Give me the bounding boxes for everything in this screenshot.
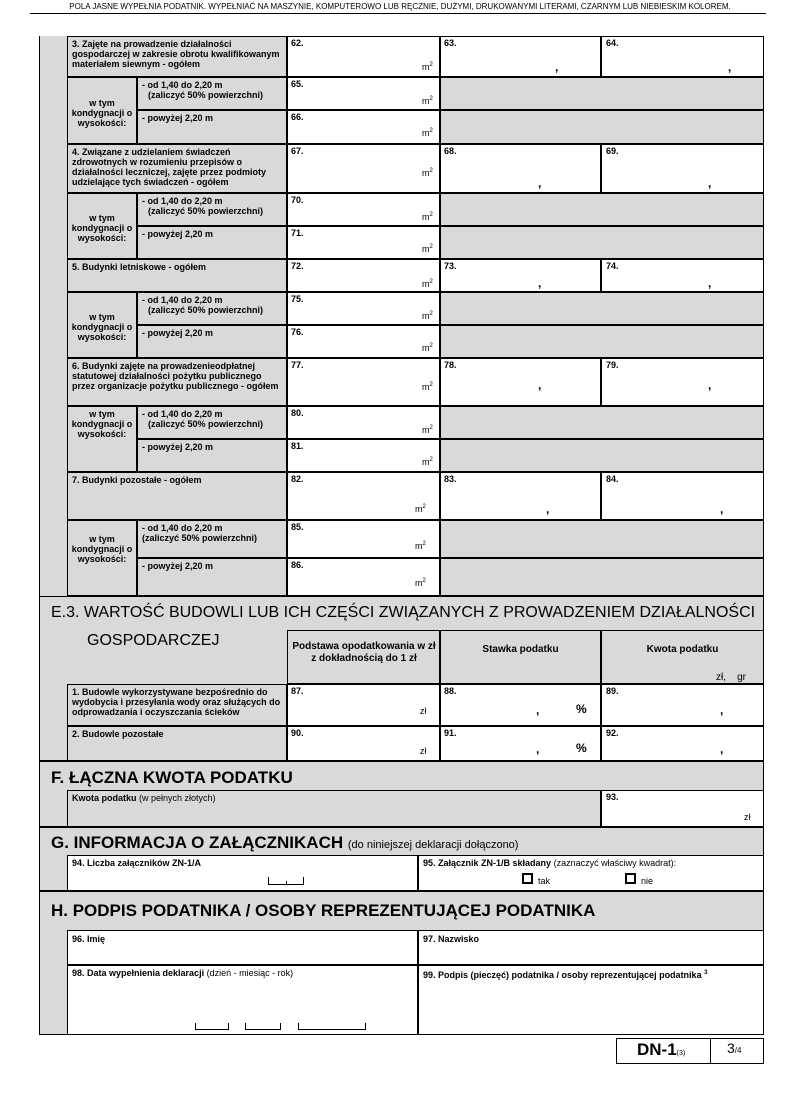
row6-range-a: - od 1,40 do 2,20 m (zaliczyć 50% powierzchni) — [142, 409, 264, 429]
field-64[interactable] — [601, 36, 764, 77]
date-year-boxes — [298, 1023, 366, 1030]
unit-86: $m^2$ — [415, 578, 426, 588]
field-99-label: 99. Podpis (pieczęć) podatnika / osoby reprezentującej podatnika $^3$ — [423, 970, 708, 980]
row4-range-b: - powyżej 2,20 m — [142, 229, 214, 239]
unit-70: $m^2$ — [422, 212, 433, 222]
unit-87: zł — [420, 706, 427, 716]
row6-wtym: w tym kondygnacji o wysokości: — [71, 409, 133, 439]
row4-label: 4. Związane z udzielaniem świadczeń zdrowotnych w rozumieniu przepisów o działalności leczniczej, zajęte przez podmioty udzielające tych świadczeń - ogółem — [72, 147, 267, 187]
row7-wtym: w tym kondygnacji o wysokości: — [71, 534, 133, 564]
blank-70b — [440, 193, 764, 226]
field-93[interactable] — [601, 790, 764, 827]
num-62: 62. — [291, 38, 304, 48]
field-77[interactable] — [287, 358, 440, 406]
unit-66: $m^2$ — [422, 128, 433, 138]
e3-col2-head — [440, 630, 601, 684]
checkbox-tak[interactable] — [522, 873, 533, 884]
g-title: G. INFORMACJA O ZAŁĄCZNIKACH (do niniejszej deklaracji dołączono) — [51, 833, 519, 852]
row7-label: 7. Budynki pozostałe - ogółem — [72, 475, 202, 485]
blank-66b — [440, 110, 764, 144]
num-73: 73. — [444, 261, 457, 271]
row7-range-b: - powyżej 2,20 m — [142, 561, 214, 571]
blank-85b — [440, 520, 764, 558]
field-84[interactable] — [601, 472, 764, 520]
field-62[interactable] — [287, 36, 440, 77]
num-83: 83. — [444, 474, 457, 484]
unit-90: zł — [420, 746, 427, 756]
row7-range-a: - od 1,40 do 2,20 m (zaliczyć 50% powierzchni) — [142, 523, 258, 543]
row5-range-a: - od 1,40 do 2,20 m (zaliczyć 50% powierzchni) — [142, 295, 264, 315]
e3-row1-label: 1. Budowle wykorzystywane bezpośrednio do wydobycia i przesyłania wody oraz służących do odprowadzania i oczyszczania ścieków — [72, 687, 281, 717]
num-91: 91. — [444, 728, 457, 738]
row3-range-a: - od 1,40 do 2,20 m (zaliczyć 50% powierzchni) — [142, 80, 264, 100]
row4-range-a: - od 1,40 do 2,20 m (zaliczyć 50% powierzchni) — [142, 196, 264, 216]
e3-title-1: E.3. WARTOŚĆ BUDOWLI LUB ICH CZĘŚCI ZWIĄZANYCH Z PROWADZENIEM DZIAŁALNOŚCI — [51, 604, 756, 621]
comma-84: , — [720, 502, 724, 516]
field-67[interactable] — [287, 144, 440, 193]
field-96-label: 96. Imię — [72, 934, 106, 944]
num-69: 69. — [606, 146, 619, 156]
field-94-label: 94. Liczba załączników ZN-1/A — [72, 858, 202, 868]
field-63[interactable] — [440, 36, 601, 77]
comma-69: , — [708, 176, 712, 190]
row5-label: 5. Budynki letniskowe - ogółem — [72, 262, 207, 272]
unit-67: $m^2$ — [422, 168, 433, 178]
num-76: 76. — [291, 327, 304, 337]
row6-range-b: - powyżej 2,20 m — [142, 442, 214, 452]
comma-79: , — [708, 378, 712, 392]
num-87: 87. — [291, 686, 304, 696]
f-title: F. ŁĄCZNA KWOTA PODATKU — [51, 768, 293, 787]
blank-76b — [440, 325, 764, 358]
date-month-boxes — [245, 1023, 281, 1030]
num-77: 77. — [291, 360, 304, 370]
field-94-box-divider — [286, 881, 287, 885]
form-code: DN-1(3) — [637, 1040, 686, 1059]
comma-92: , — [720, 742, 724, 756]
num-74: 74. — [606, 261, 619, 271]
field-68[interactable] — [440, 144, 601, 193]
num-72: 72. — [291, 261, 304, 271]
blank-71b — [440, 226, 764, 259]
num-89: 89. — [606, 686, 619, 696]
row3-label: 3. Zajęte na prowadzenie działalności gospodarczej w zakresie obrotu kwalifikowanym materiałem siewnym - ogółem — [72, 39, 280, 69]
num-64: 64. — [606, 38, 619, 48]
f-label: Kwota podatku (w pełnych złotych) — [72, 793, 216, 803]
num-86: 86. — [291, 560, 304, 570]
e3-title-2: GOSPODARCZEJ — [87, 632, 220, 649]
num-81: 81. — [291, 441, 304, 451]
comma-73: , — [538, 276, 542, 290]
comma-83: , — [546, 502, 550, 516]
top-note: POLA JASNE WYPEŁNIA PODATNIK. WYPEŁNIAĆ NA MASZYNIE, KOMPUTEROWO LUB RĘCZNIE, DUŻYMI, DRUKOWANYMI LITERAMI, CZARNYM LUB NIEBIESKIM KOLOREM. — [69, 2, 731, 11]
unit-71: $m^2$ — [422, 244, 433, 254]
field-69[interactable] — [601, 144, 764, 193]
row4-wtym: w tym kondygnacji o wysokości: — [71, 213, 133, 243]
num-93: 93. — [606, 792, 619, 802]
num-80: 80. — [291, 408, 304, 418]
num-67: 67. — [291, 146, 304, 156]
field-72[interactable] — [287, 259, 440, 292]
row5-wtym: w tym kondygnacji o wysokości: — [71, 312, 133, 342]
field-89[interactable] — [601, 684, 764, 726]
num-66: 66. — [291, 112, 304, 122]
checkbox-nie-label: nie — [641, 876, 654, 886]
field-83[interactable] — [440, 472, 601, 520]
comma-74: , — [708, 276, 712, 290]
unit-76: $m^2$ — [422, 343, 433, 353]
top-rule — [30, 13, 766, 14]
num-85: 85. — [291, 522, 304, 532]
blank-80b — [440, 406, 764, 439]
pct-88: % — [576, 702, 587, 716]
unit-65: $m^2$ — [422, 96, 433, 106]
num-79: 79. — [606, 360, 619, 370]
num-84: 84. — [606, 474, 619, 484]
num-65: 65. — [291, 79, 304, 89]
unit-77: $m^2$ — [422, 382, 433, 392]
unit-93: zł — [744, 812, 751, 822]
date-day-boxes — [195, 1023, 229, 1030]
num-70: 70. — [291, 195, 304, 205]
field-66[interactable] — [287, 110, 440, 144]
e3-row2-label: 2. Budowle pozostałe — [72, 729, 164, 739]
comma-63: , — [555, 60, 559, 74]
row3-range-b: - powyżej 2,20 m — [142, 113, 214, 123]
unit-82: $m^2$ — [415, 504, 426, 514]
unit-85: $m^2$ — [415, 541, 426, 551]
blank-65b — [440, 77, 764, 110]
comma-64: , — [728, 60, 732, 74]
field-65[interactable] — [287, 77, 440, 110]
e3-col1-label: Podstawa opodatkowania w zł z dokładnością do 1 zł — [292, 641, 436, 664]
field-71[interactable] — [287, 226, 440, 259]
field-78[interactable] — [440, 358, 601, 406]
page-number: 3/4 — [727, 1040, 742, 1056]
field-74[interactable] — [601, 259, 764, 292]
unit-80: $m^2$ — [422, 425, 433, 435]
field-90[interactable] — [287, 726, 440, 761]
comma-78: , — [538, 378, 542, 392]
num-68: 68. — [444, 146, 457, 156]
unit-72: $m^2$ — [422, 279, 433, 289]
comma-68: , — [538, 176, 542, 190]
e3-col2-label: Stawka podatku — [482, 644, 559, 655]
field-85[interactable] — [287, 520, 440, 558]
footer-divider — [710, 1038, 711, 1064]
comma-89: , — [720, 703, 724, 717]
field-95-label: 95. Załącznik ZN-1/B składany (zaznaczyć właściwy kwadrat): — [423, 858, 677, 868]
blank-75b — [440, 292, 764, 325]
checkbox-tak-label: tak — [538, 876, 551, 886]
field-97-label: 97. Nazwisko — [423, 934, 480, 944]
field-92[interactable] — [601, 726, 764, 761]
num-82: 82. — [291, 474, 304, 484]
num-63: 63. — [444, 38, 457, 48]
num-75: 75. — [291, 294, 304, 304]
num-90: 90. — [291, 728, 304, 738]
unit-62: $m^2$ — [422, 62, 433, 72]
field-70[interactable] — [287, 193, 440, 226]
num-92: 92. — [606, 728, 619, 738]
field-87[interactable] — [287, 684, 440, 726]
field-76[interactable] — [287, 325, 440, 358]
left-margin — [39, 36, 67, 596]
blank-81b — [440, 439, 764, 472]
comma-91: , — [536, 742, 540, 756]
row5-range-b: - powyżej 2,20 m — [142, 328, 214, 338]
row3-wtym: w tym kondygnacji o wysokości: — [71, 98, 133, 128]
num-88: 88. — [444, 686, 457, 696]
e3-col3-label: Kwota podatku — [646, 644, 719, 655]
num-78: 78. — [444, 360, 457, 370]
e3-col3-units: zł, gr — [716, 672, 747, 683]
blank-86b — [440, 558, 764, 596]
num-71: 71. — [291, 228, 304, 238]
field-80[interactable] — [287, 406, 440, 439]
field-98-label: 98. Data wypełnienia deklaracji (dzień - miesiąc - rok) — [72, 968, 294, 978]
field-75[interactable] — [287, 292, 440, 325]
field-86[interactable] — [287, 558, 440, 596]
pct-91: % — [576, 741, 587, 755]
field-79[interactable] — [601, 358, 764, 406]
unit-75: $m^2$ — [422, 311, 433, 321]
field-96[interactable] — [67, 930, 418, 965]
h-title: H. PODPIS PODATNIKA / OSOBY REPREZENTUJĄCEJ PODATNIKA — [51, 901, 596, 920]
unit-81: $m^2$ — [422, 457, 433, 467]
checkbox-nie[interactable] — [625, 873, 636, 884]
field-73[interactable] — [440, 259, 601, 292]
row6-label: 6. Budynki zajęte na prowadzenieodpłatnej statutowej działalności pożytku publicznego przez organizacje pożytku publicznego - ogółem — [72, 361, 279, 391]
comma-88: , — [536, 703, 540, 717]
field-81[interactable] — [287, 439, 440, 472]
